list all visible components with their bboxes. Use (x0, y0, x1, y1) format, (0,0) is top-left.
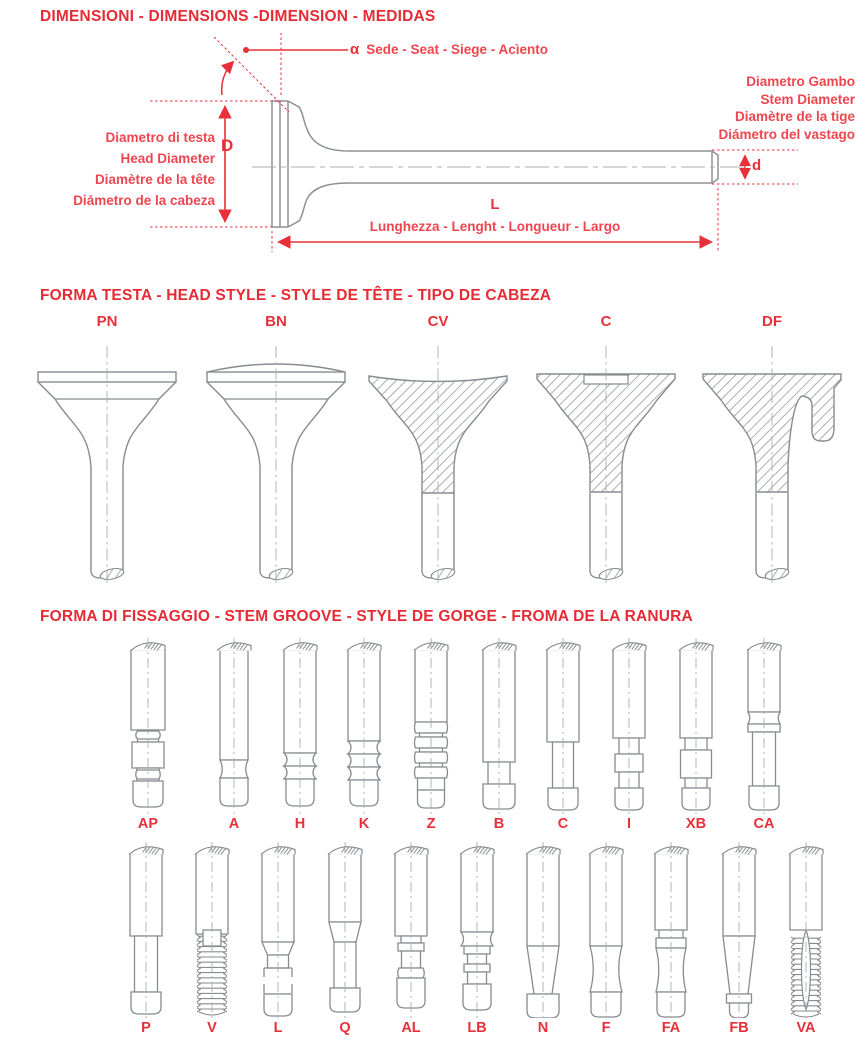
stem-groove-figure-N (511, 842, 575, 1040)
head-style-figure-C (521, 312, 691, 590)
seat-angle-dot (243, 47, 249, 53)
head-diameter-labels: Diametro di testa Head Diameter Diamètre de la tête Diámetro de la cabeza (73, 130, 215, 208)
stem-groove-drawing-FB (707, 842, 771, 1018)
stem-groove-drawing-C (531, 638, 595, 814)
stem-groove-drawing-Q (313, 842, 377, 1018)
stem-groove-drawing-V (180, 842, 244, 1018)
stem-groove-drawing-AL (379, 842, 443, 1018)
stem-groove-drawing-I (597, 638, 661, 814)
head-diameter-symbol: D (221, 136, 234, 155)
alpha-symbol: α (350, 41, 360, 58)
head-style-figure-DF (687, 312, 857, 590)
stem-groove-figure-Q (313, 842, 377, 1040)
stem-groove-drawing-H (268, 638, 332, 814)
stem-groove-drawing-CA (732, 638, 796, 814)
stem-groove-drawing-Z (399, 638, 463, 814)
stem-groove-label: LB (467, 1020, 487, 1036)
stem-groove-label: AP (137, 816, 159, 832)
stem-groove-drawing-LB (445, 842, 509, 1018)
length-symbol: L (490, 196, 500, 213)
stem-groove-drawing-P (114, 842, 178, 1018)
head-style-label: C (600, 313, 612, 330)
head-style-row (0, 312, 860, 592)
stem-groove-label: C (557, 816, 569, 832)
dimensions-title: DIMENSIONI - DIMENSIONS -DIMENSION - MEDIDAS (40, 8, 436, 25)
stem-groove-figure-LB (445, 842, 509, 1040)
stem-groove-row-1 (0, 638, 860, 838)
stem-groove-label: Q (339, 1020, 351, 1036)
seat-label: Sede - Seat - Siege - Acìento (366, 42, 549, 57)
stem-groove-figure-FA (639, 842, 703, 1040)
head-style-drawing-C (521, 334, 691, 590)
length-label: Lunghezza - Lenght - Longueur - Largo (369, 219, 621, 234)
head-style-label: PN (96, 313, 118, 330)
stem-groove-label: VA (796, 1020, 816, 1036)
stem-diameter-labels: Diametro Gambo Stem Diameter Diamètre de la tige Diámetro del vastago (718, 74, 855, 142)
stem-groove-drawing-FA (639, 842, 703, 1018)
stem-groove-figure-A (202, 638, 266, 836)
stem-groove-drawing-VA (774, 842, 838, 1018)
stem-groove-figure-L (246, 842, 310, 1040)
stem-groove-figure-XB (664, 638, 728, 836)
stem-groove-figure-FB (707, 842, 771, 1040)
head-style-figure-PN (22, 312, 192, 590)
stem-groove-figure-CA (732, 638, 796, 836)
stem-groove-label: F (601, 1020, 611, 1036)
head-style-drawing-CV (353, 334, 523, 590)
stem-groove-label: B (493, 816, 505, 832)
stem-groove-drawing-B (467, 638, 531, 814)
head-style-label: BN (265, 313, 287, 330)
stem-groove-figure-V (180, 842, 244, 1040)
stem-groove-drawing-XB (664, 638, 728, 814)
stem-groove-figure-Z (399, 638, 463, 836)
stem-groove-figure-AL (379, 842, 443, 1040)
seat-callout (350, 41, 548, 58)
stem-diameter-symbol: d (752, 157, 762, 174)
seat-angle-arc (222, 62, 233, 95)
stem-groove-label: Z (426, 816, 436, 832)
stem-groove-drawing-AP (116, 638, 180, 814)
head-style-drawing-DF (687, 334, 857, 590)
head-style-label: DF (762, 313, 782, 330)
stem-groove-label: A (228, 816, 240, 832)
stem-groove-label: CA (753, 816, 775, 832)
stem-groove-figure-VA (774, 842, 838, 1040)
head-style-figure-CV (353, 312, 523, 590)
stem-groove-row-2 (0, 842, 860, 1042)
stem-groove-figure-AP (116, 638, 180, 836)
stem-groove-figure-C (531, 638, 595, 836)
stem-groove-drawing-L (246, 842, 310, 1018)
stem-groove-label: K (358, 816, 370, 832)
dimensions-section (0, 0, 860, 272)
head-style-label: CV (427, 313, 449, 330)
head-style-figure-BN (191, 312, 361, 590)
head-style-title: FORMA TESTA - HEAD STYLE - STYLE DE TÊTE - TIPO DE CABEZA (40, 287, 552, 304)
stem-groove-title: FORMA DI FISSAGGIO - STEM GROOVE - STYLE DE GORGE - FROMA DE LA RANURA (40, 608, 693, 625)
head-style-drawing-BN (191, 334, 361, 590)
stem-groove-label: I (626, 816, 632, 832)
stem-groove-figure-B (467, 638, 531, 836)
head-style-drawing-PN (22, 334, 192, 590)
stem-groove-figure-H (268, 638, 332, 836)
stem-groove-label: FA (661, 1020, 681, 1036)
stem-groove-drawing-A (202, 638, 266, 814)
stem-groove-drawing-K (332, 638, 396, 814)
stem-groove-figure-K (332, 638, 396, 836)
stem-groove-label: FB (729, 1020, 749, 1036)
stem-groove-figure-P (114, 842, 178, 1040)
stem-groove-figure-I (597, 638, 661, 836)
stem-groove-label: AL (401, 1020, 421, 1036)
stem-groove-label: V (207, 1020, 217, 1036)
stem-groove-label: N (537, 1020, 549, 1036)
stem-groove-drawing-N (511, 842, 575, 1018)
stem-groove-label: XB (685, 816, 707, 832)
stem-groove-figure-F (574, 842, 638, 1040)
stem-groove-label: L (273, 1020, 283, 1036)
stem-groove-label: P (141, 1020, 151, 1036)
stem-groove-drawing-F (574, 842, 638, 1018)
stem-groove-label: H (294, 816, 306, 832)
